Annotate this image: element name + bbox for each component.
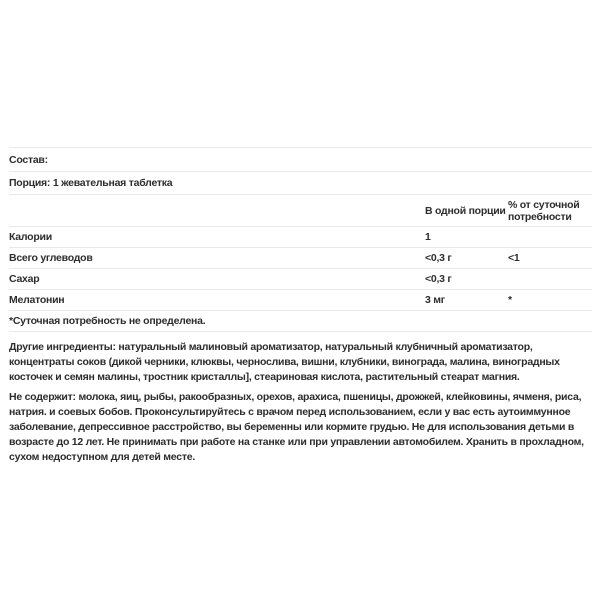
composition-label: Состав: (9, 153, 48, 166)
divider (9, 331, 592, 332)
other-ingredients-paragraph: Другие ингредиенты: натуральный малиновый ароматизатор, натуральный клубничный ароматизатор, концентраты соков (дикой черники, клюквы, чернослива, вишни, клубники, винограда, малина, виноградных косточек и семян малины, тростник кристаллы], стеариновая кислота, растительный стеарат магния. (9, 341, 560, 383)
serving-size-label: Порция: 1 жевательная таблетка (9, 177, 173, 189)
nutrient-daily-value: <1 (508, 252, 520, 264)
composition-row (9, 148, 592, 171)
column-header-daily-value: % от суточной потребности (508, 198, 580, 223)
serving-size-row (9, 172, 592, 194)
footnote-text: *Суточная потребность не определена. (9, 315, 206, 327)
table-row (9, 269, 592, 289)
footnote-row (9, 311, 592, 331)
table-row (9, 290, 592, 310)
disclaimer-paragraph: Не содержит: молока, яиц, рыбы, ракообразных, орехов, арахиса, пшеницы, дрожжей, клейковины, ячменя, риса, натрия. и соевых бобов. Проконсультируйтесь с врачом перед использованием, если у вас есть аутоиммунное заболевание, депрессивное расстройство, вы беременны или кормите грудью. Не для использования детьми в возрасте до 12 лет. Не принимать при работе на станке или при управлении автомобилем. Хранить в прохладном, сухом недоступном для детей месте. (9, 391, 584, 463)
column-header-per-serving: В одной порции (425, 204, 506, 217)
table-row (9, 248, 592, 268)
nutrient-daily-value: * (508, 294, 512, 306)
nutrient-amount: <0,3 г (425, 273, 452, 285)
nutrient-amount: <0,3 г (425, 252, 452, 264)
nutrient-name: Калории (9, 231, 52, 243)
nutrient-amount: 3 мг (425, 294, 445, 306)
table-header-row (9, 195, 592, 226)
nutrient-amount: 1 (425, 231, 431, 243)
supplement-facts-panel (9, 147, 592, 464)
nutrient-name: Всего углеводов (9, 252, 93, 264)
nutrient-name: Мелатонин (9, 294, 65, 306)
table-row (9, 227, 592, 247)
nutrient-name: Сахар (9, 273, 40, 285)
